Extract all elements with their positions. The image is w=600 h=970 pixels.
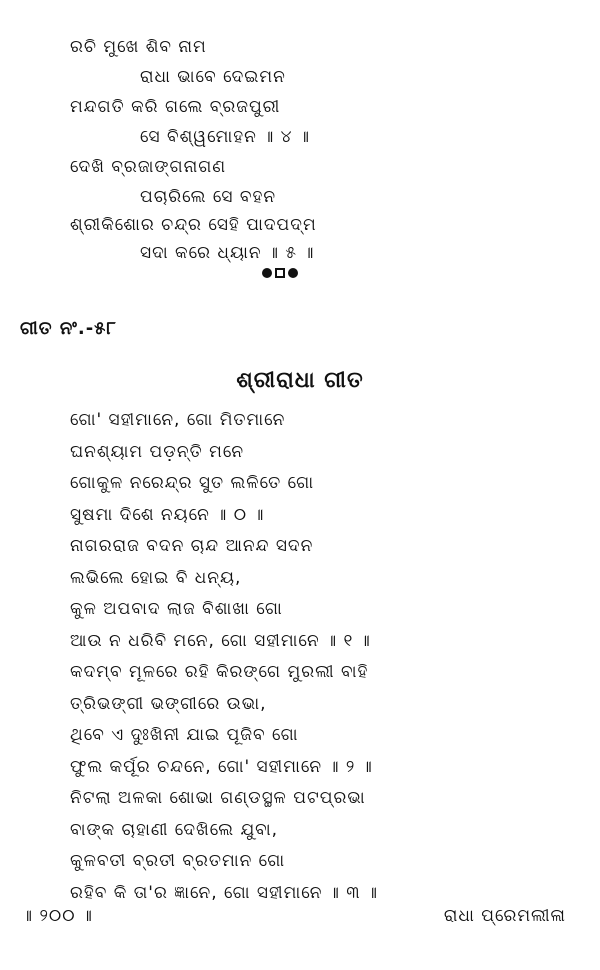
poem-line: ରଚି ମୁଖେ ଶିବ ନାମ [70, 37, 207, 57]
song-line: ନିଟଲା ଅଳକା ଶୋଭା ଗଣ୍ଡସ୍ଥଳ ପଟପ୍ରଭା [70, 788, 366, 808]
square-icon [275, 268, 285, 278]
song-line: ଗୋ' ସହୀମାନେ, ଗୋ ମିତମାନେ [70, 410, 286, 430]
song-line: ଘନଶ୍ୟାମ ପଡ଼ନ୍ତି ମନେ [70, 441, 245, 462]
poem-line: ସେ ବିଶ୍ୱମୋହନ ॥ ୪ ॥ [140, 127, 311, 147]
song-line: କୁଳବତୀ ବ୍ରତୀ ବ୍ରତମାନ ଗୋ [70, 851, 286, 871]
page-number: ॥ ୨୦୦ ॥ [22, 906, 93, 926]
poem-line: ଶ୍ରୀକିଶୋର ଚନ୍ଦ୍ର ସେହି ପାଦପଦ୍ମ [70, 215, 317, 235]
dot-icon [262, 268, 272, 278]
song-line: କଦମ୍ବ ମୂଳରେ ରହି କିରଙ୍ଗେ ମୁରଲୀ ବାହି [70, 662, 369, 682]
poem-line: ରାଧା ଭାବେ ଦେଇମନ [140, 67, 286, 87]
song-line: ଆଉ ନ ଧରିବି ମନେ, ଗୋ ସହୀମାନେ ॥ ୧ ॥ [70, 630, 371, 651]
song-line: ନାଗରରାଜ ବଦନ ଚାନ୍ଦ ଆନନ୍ଦ ସଦନ [70, 536, 314, 556]
song-line: ତ୍ରିଭଙ୍ଗୀ ଭଙ୍ଗୀରେ ଉଭା, [70, 693, 267, 714]
song-line: ରହିବ କି ତା'ର ଜ୍ଞାନେ, ଗୋ ସହୀମାନେ ॥ ୩ ॥ [70, 882, 379, 903]
poem-line: ପଚାରିଲେ ସେ ବହନ [140, 187, 277, 207]
dot-icon [288, 268, 298, 278]
song-line: ଫୁଲ କର୍ପୂର ଚନ୍ଦନେ, ଗୋ' ସହୀମାନେ ॥ ୨ ॥ [70, 756, 373, 777]
song-number: ଗୀତ ନଂ.-୫୮ [20, 318, 117, 339]
song-title: ଶ୍ରୀରାଧା ଗୀତ [236, 368, 364, 393]
song-line: ଗୋକୁଳ ନରେନ୍ଦ୍ର ସୁତ ଲଳିତେ ଗୋ [70, 473, 315, 493]
running-book-title: ରାଧା ପ୍ରେମଲୀଳା [443, 906, 566, 926]
song-line: ଲଭିଲେ ହୋଇ ବି ଧନ୍ୟ, [70, 567, 242, 588]
song-body [70, 405, 570, 909]
song-line: ଥିବେ ଏ ଦୁଃଖିନୀ ଯାଇ ପୂଜିବ ଗୋ [70, 725, 299, 745]
song-line: ସୁଷମା ଦିଶେ ନୟନେ ॥ ୦ ॥ [70, 504, 265, 525]
section-divider-ornament [262, 268, 298, 278]
poem-line: ସଦା କରେ ଧ୍ୟାନ ॥ ୫ ॥ [140, 243, 315, 263]
poem-line: ମନ୍ଦଗତି କରି ଗଲେ ବ୍ରଜପୁରୀ [70, 97, 281, 117]
poem-line: ଦେଖି ବ୍ରଜାଙ୍ଗନାଗଣ [70, 157, 227, 177]
song-line: ବାଙ୍କ ଚାହାଣୀ ଦେଖିଲେ ଯୁବା, [70, 819, 279, 840]
song-line: କୁଳ ଅପବାଦ ଲାଜ ବିଶାଖା ଗୋ [70, 599, 283, 619]
